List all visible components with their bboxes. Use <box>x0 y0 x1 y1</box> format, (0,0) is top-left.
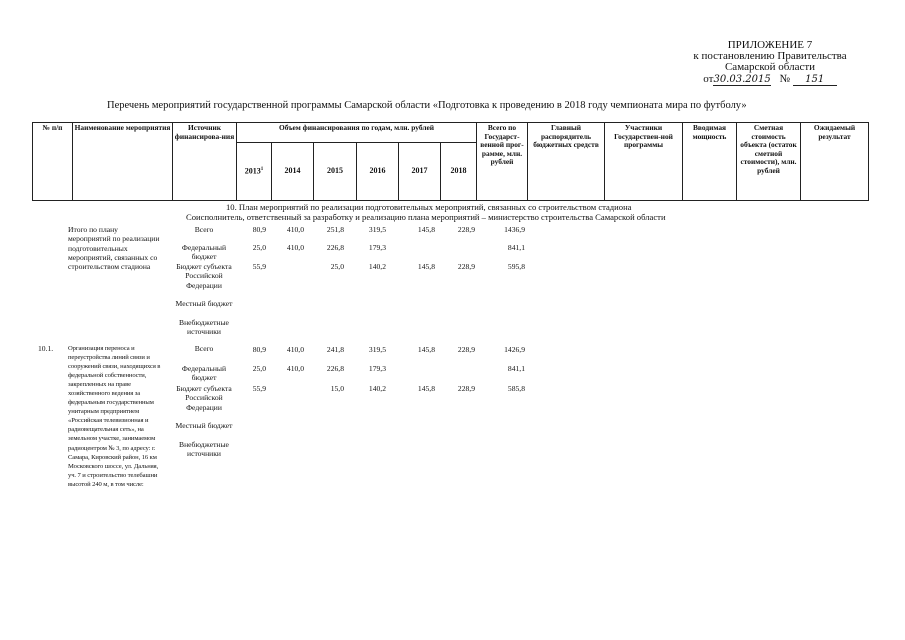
header-year-2016: 2016 <box>357 143 399 201</box>
section-executor: Соисполнитель, ответственный за разработку и реализацию плана мероприятий – министерство строительства Самарской области <box>186 212 666 222</box>
header-estimate: Сметная стоимость объекта (остаток сметной стоимости), млн. рублей <box>737 123 801 201</box>
row-total-source-federal: Федеральный бюджет <box>181 243 227 262</box>
header-year-2013: 2013$^1$ <box>237 143 272 201</box>
value-cell: 241,8 <box>326 345 344 354</box>
section-title: 10. План мероприятий по реализации подготовительных мероприятий, связанных со строительством стадиона <box>226 202 632 212</box>
header-year-2018: 2018 <box>441 143 477 201</box>
number-prefix: № <box>779 73 790 85</box>
value-cell: 55,9 <box>252 262 266 271</box>
value-cell: 228,9 <box>457 225 475 234</box>
row-10-1-name: Организация переноса и переустройства линий связи и сооружений связи, находящихся в федеральной собственности, закрепленных на праве хозяйственного ведения за федеральным государственным унитарным предприятием «Российская телевизионная и радиовещательная сеть», на земельном участке, занимаемом радиоцентром № 3, по адресу: г. Самара, Кировский район, 16 км Московского шоссе, ул. Дальняя, уч. 7 и строительство телебашни высотой 240 м, в том числе: <box>68 345 161 488</box>
row-10-1-source-all: Всего <box>194 344 214 353</box>
total-cell: 841,1 <box>507 243 525 252</box>
row-10-1-source-regional: Бюджет субъекта Российской Федерации <box>176 384 232 412</box>
value-cell: 140,2 <box>368 384 386 393</box>
header-name: Наименование мероприятия <box>73 123 173 201</box>
value-cell: 228,9 <box>457 262 475 271</box>
row-10-1-source-extra: Внебюджетные источники <box>179 440 229 459</box>
value-cell: 140,2 <box>368 262 386 271</box>
total-cell: 841,1 <box>507 364 525 373</box>
header-num: № п/п <box>33 123 73 201</box>
header-participants: Участники Государствен-ной программы <box>605 123 683 201</box>
value-cell: 25,0 <box>330 262 344 271</box>
value-cell: 319,5 <box>368 225 386 234</box>
annex-date-line <box>660 74 880 86</box>
value-cell: 319,5 <box>368 345 386 354</box>
value-cell: 251,8 <box>326 225 344 234</box>
header-volume: Объем финансирования по годам, млн. рублей <box>237 123 477 143</box>
header-result: Ожидаемый результат <box>801 123 869 201</box>
header-year-2017: 2017 <box>399 143 441 201</box>
value-cell: 179,3 <box>368 243 386 252</box>
header-manager: Главный распорядитель бюджетных средств <box>528 123 605 201</box>
value-cell: 228,9 <box>457 345 475 354</box>
document-title: Перечень мероприятий государственной программы Самарской области «Подготовка к проведению в 2018 году чемпионата мира по футболу» <box>107 100 747 111</box>
header-total: Всего по Государст-венной прог-рамме, млн. рублей <box>477 123 528 201</box>
date-prefix: от <box>703 73 714 85</box>
annex-line-3: Самарской области <box>724 61 816 73</box>
value-cell: 226,8 <box>326 364 344 373</box>
row-number: 10.1. <box>38 344 54 353</box>
row-total-source-regional: Бюджет субъекта Российской Федерации <box>176 262 232 290</box>
annex-block <box>660 40 880 86</box>
header-source: Источник финансирова-ния <box>173 123 237 201</box>
row-total-name: Итого по плану мероприятий по реализации подготовительных мероприятий, связанных со строительством стадиона <box>68 225 160 272</box>
header-year-2014: 2014 <box>272 143 314 201</box>
handwritten-date: 30.03.2015 <box>713 74 771 85</box>
total-cell: 595,8 <box>507 262 525 271</box>
annex-title: ПРИЛОЖЕНИЕ 7 <box>727 39 813 51</box>
total-cell: 585,8 <box>507 384 525 393</box>
value-cell: 80,9 <box>252 225 266 234</box>
value-cell: 228,9 <box>457 384 475 393</box>
row-10-1-source-local: Местный бюджет <box>175 421 233 430</box>
value-cell: 25,0 <box>252 364 266 373</box>
value-cell: 25,0 <box>252 243 266 252</box>
value-cell: 179,3 <box>368 364 386 373</box>
value-cell: 410,0 <box>286 364 304 373</box>
header-capacity: Вводимая мощность <box>683 123 737 201</box>
value-cell: 410,0 <box>286 345 304 354</box>
row-total-source-local: Местный бюджет <box>175 299 233 308</box>
value-cell: 145,8 <box>417 262 435 271</box>
value-cell: 15,0 <box>330 384 344 393</box>
annex-line-2: к постановлению Правительства <box>693 50 847 62</box>
value-cell: 145,8 <box>417 384 435 393</box>
value-cell: 55,9 <box>252 384 266 393</box>
value-cell: 145,8 <box>417 345 435 354</box>
row-10-1-source-federal: Федеральный бюджет <box>181 364 227 383</box>
value-cell: 410,0 <box>286 243 304 252</box>
header-year-2015: 2015 <box>314 143 357 201</box>
row-total-source-extra: Внебюджетные источники <box>179 318 229 337</box>
value-cell: 226,8 <box>326 243 344 252</box>
value-cell: 145,8 <box>417 225 435 234</box>
row-total-source-all: Всего <box>194 225 214 234</box>
total-cell: 1426,9 <box>504 345 525 354</box>
value-cell: 80,9 <box>252 345 266 354</box>
total-cell: 1436,9 <box>504 225 525 234</box>
table-header <box>32 122 869 201</box>
value-cell: 410,0 <box>286 225 304 234</box>
handwritten-number: 151 <box>793 74 837 86</box>
